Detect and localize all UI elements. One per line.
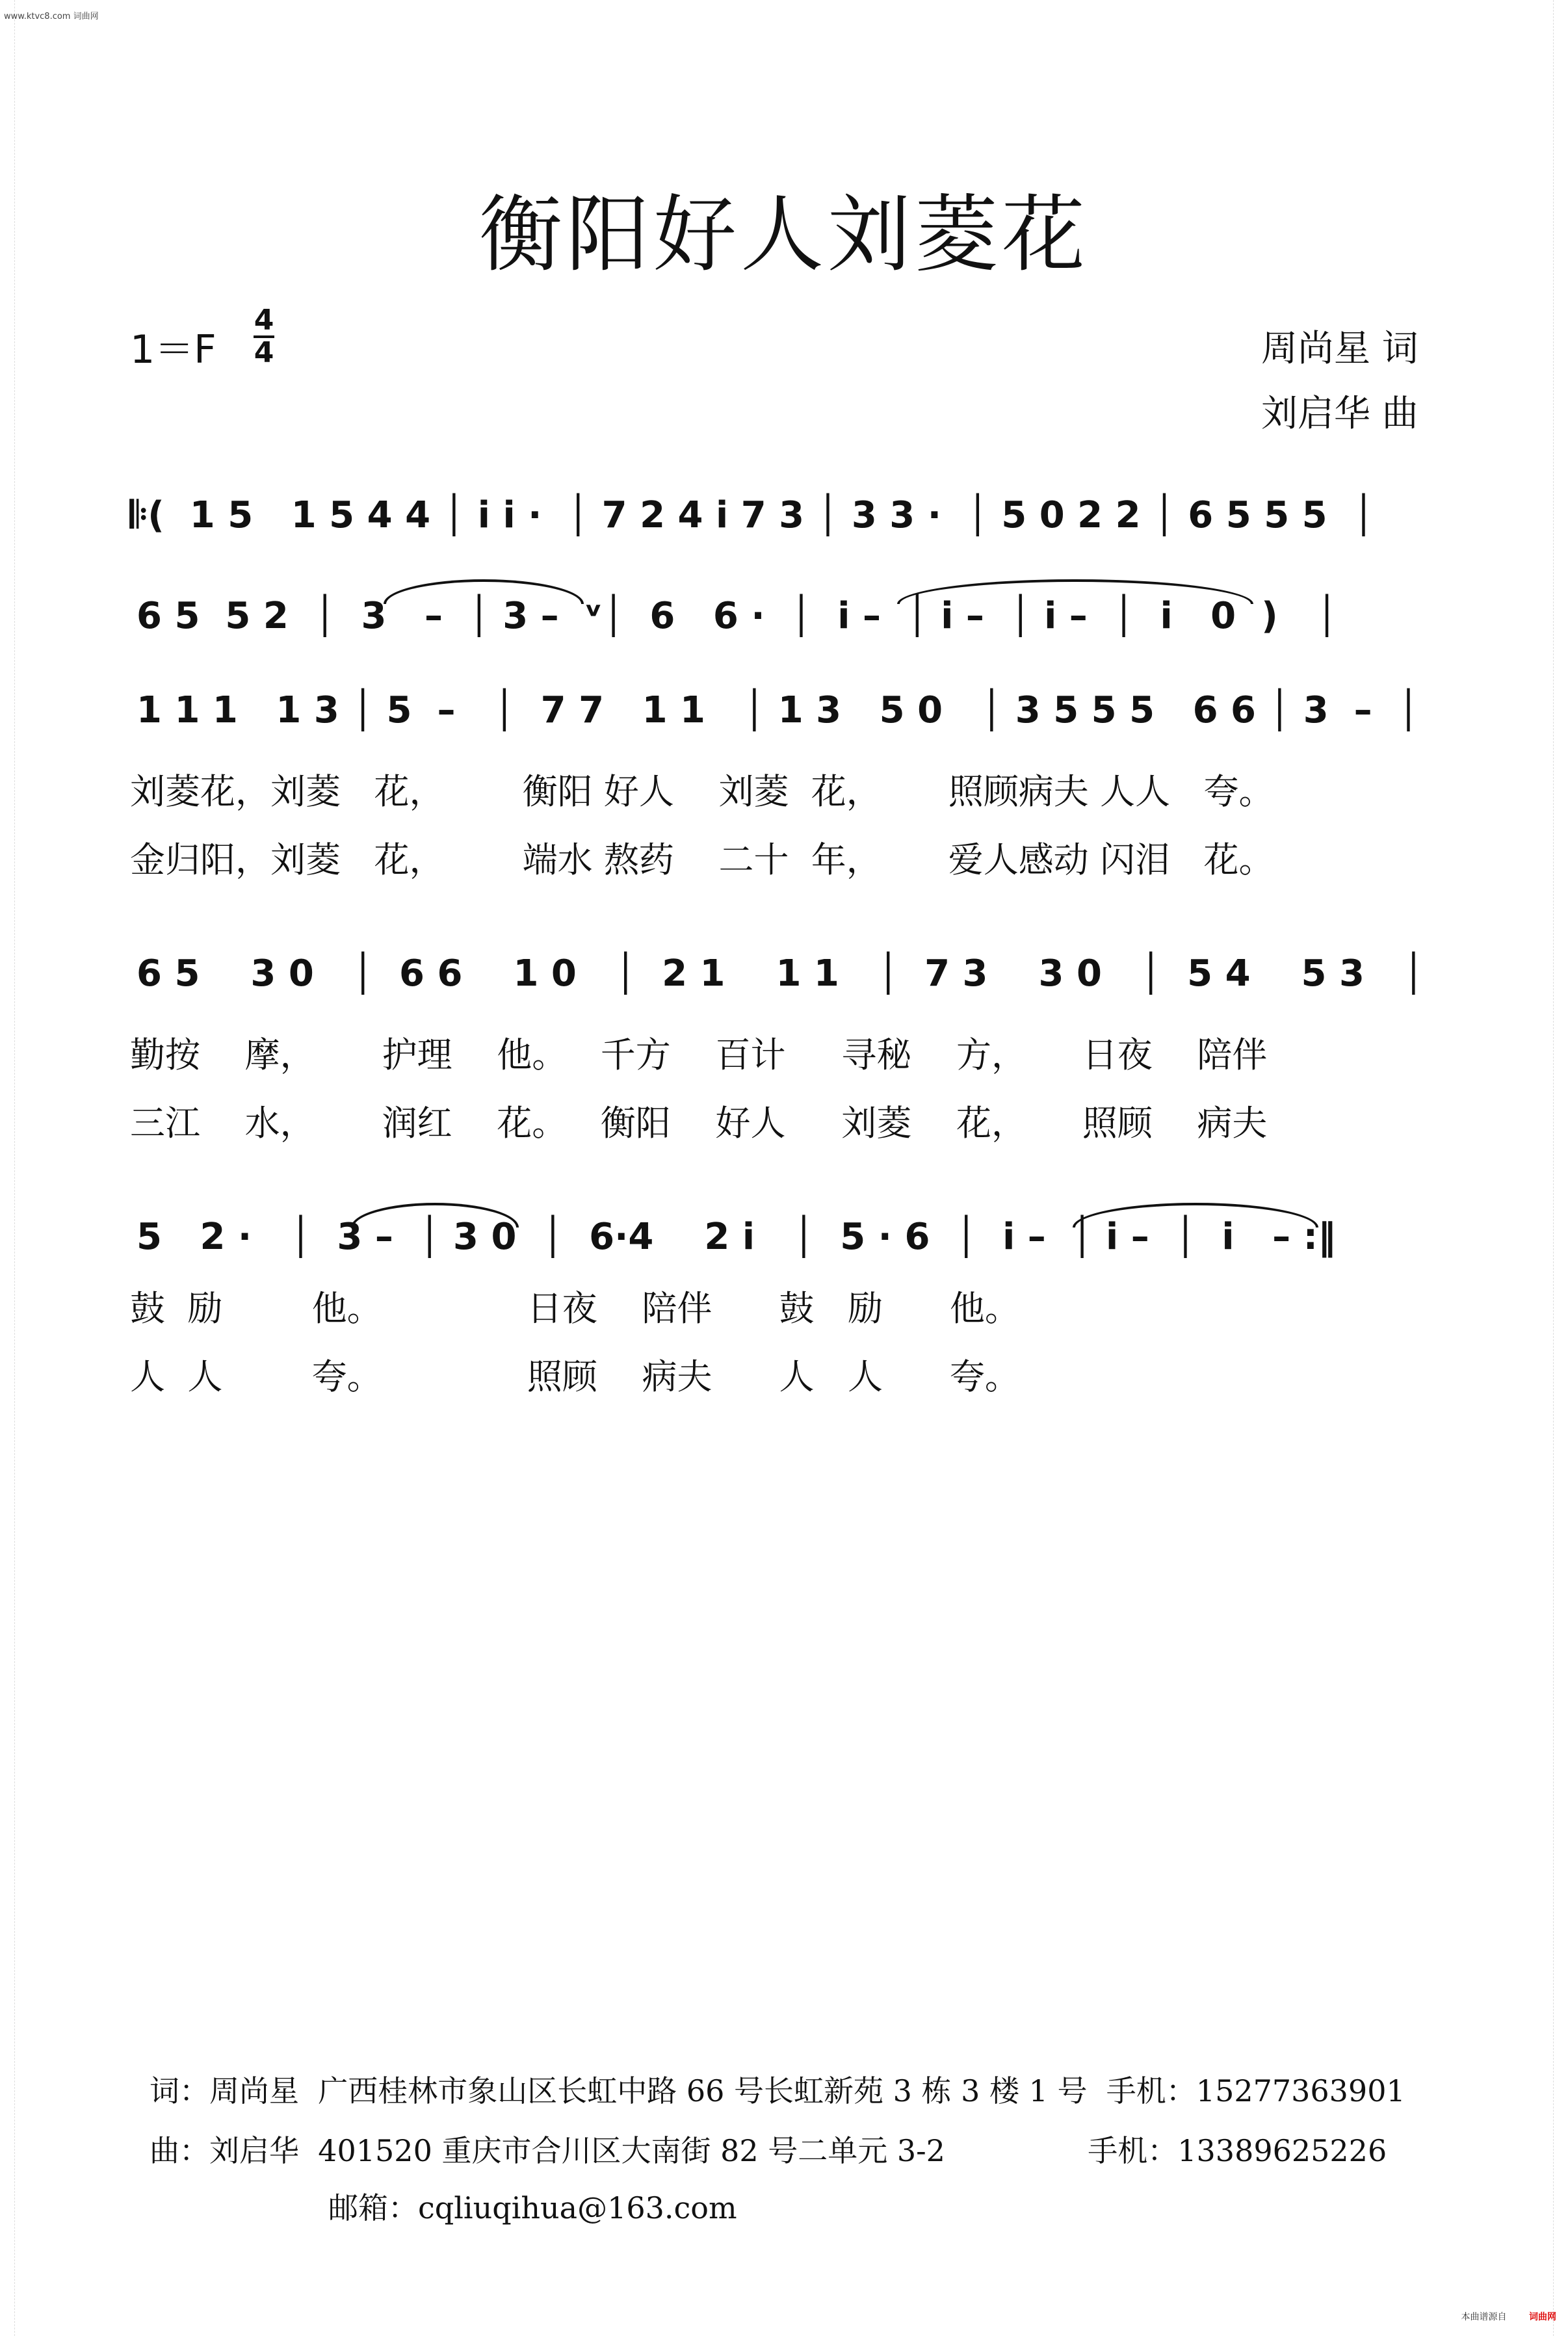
notation-line: 6 5 5 2 │ 3 – │ 3 – ᵛ│ 6 6 · │ i – │ i – │ i – │ i 0 ) │ [137, 595, 1338, 637]
tie-arc [1073, 1203, 1318, 1227]
left-margin-strip [0, 0, 15, 2336]
score-row-3 [0, 689, 1568, 761]
lyricist-credit: 周尚星 词 [1261, 328, 1418, 370]
meter-bottom: 4 [254, 336, 274, 369]
meter-top: 4 [254, 304, 274, 337]
notation-line: 5 2 · │ 3 – │ 3 0 │ 6·4 2 i │ 5 · 6 │ i – │ i – │ i – :‖ [137, 1216, 1336, 1258]
time-signature [254, 306, 274, 368]
song-title: 衡阳好人刘菱花 [478, 187, 1089, 283]
tie-arc [897, 579, 1253, 604]
site-header[interactable]: www.ktvc8.com 词曲网 [4, 12, 99, 21]
composer-contact: 曲：刘启华 401520 重庆市合川区大南街 82 号二单元 3-2 手机：13389625226 [150, 2133, 1387, 2168]
tie-arc [351, 1203, 519, 1227]
lyric-verse-1: 刘菱花，刘菱 花， 衡阳 好人 刘菱 花， 照顾病夫 人人 夸。 [130, 771, 1274, 812]
lyric-verse-1: 勤按 摩， 护理 他。 千方 百计 寻秘 方， 日夜 陪伴 [130, 1034, 1268, 1075]
tie-arc [384, 579, 584, 604]
lyric-verse-2: 三江 水， 润红 花。 衡阳 好人 刘菱 花， 照顾 病夫 [130, 1103, 1268, 1144]
key-signature: 1＝F [130, 327, 216, 373]
composer-credit: 刘启华 曲 [1261, 393, 1418, 435]
email-contact[interactable]: 邮箱：cqliuqihua@163.com [328, 2190, 737, 2225]
score-row-4 [0, 952, 1568, 1024]
notation-line: 𝄆( 1 5 1 5 4 4 │ i i · │ 7 2 4 i 7 3 │ 3 3 · │ 5 0 2 2 │ 6 5 5 5 │ [130, 494, 1375, 536]
lyricist-contact: 词：周尚星 广西桂林市象山区长虹中路 66 号长虹新苑 3 栋 3 楼 1 号 手机：15277363901 [150, 2073, 1405, 2108]
notation-line: 6 5 3 0 │ 6 6 1 0 │ 2 1 1 1 │ 7 3 3 0 │ 5 4 5 3 │ [137, 952, 1425, 995]
score-row-2 [0, 595, 1568, 666]
lyric-verse-2: 金归阳，刘菱 花， 端水 熬药 二十 年， 爱人感动 闪泪 花。 [130, 839, 1274, 880]
right-margin-strip [1553, 0, 1568, 2336]
score-row-1 [0, 494, 1568, 566]
score-row-5 [0, 1216, 1568, 1287]
lyric-verse-1: 鼓 励 他。 日夜 陪伴 鼓 励 他。 [130, 1288, 1020, 1329]
lyric-verse-2: 人 人 夸。 照顾 病夫 人 人 夸。 [130, 1356, 1020, 1397]
source-label: 本曲谱源自 [1461, 2312, 1507, 2322]
notation-line: 1 1 1 1 3 │ 5 – │ 7 7 1 1 │ 1 3 5 0 │ 3 5 5 5 6 6 │ 3 – │ [137, 689, 1420, 731]
source-note [1461, 2310, 1556, 2323]
source-site-link[interactable]: 词曲网 [1529, 2312, 1556, 2322]
